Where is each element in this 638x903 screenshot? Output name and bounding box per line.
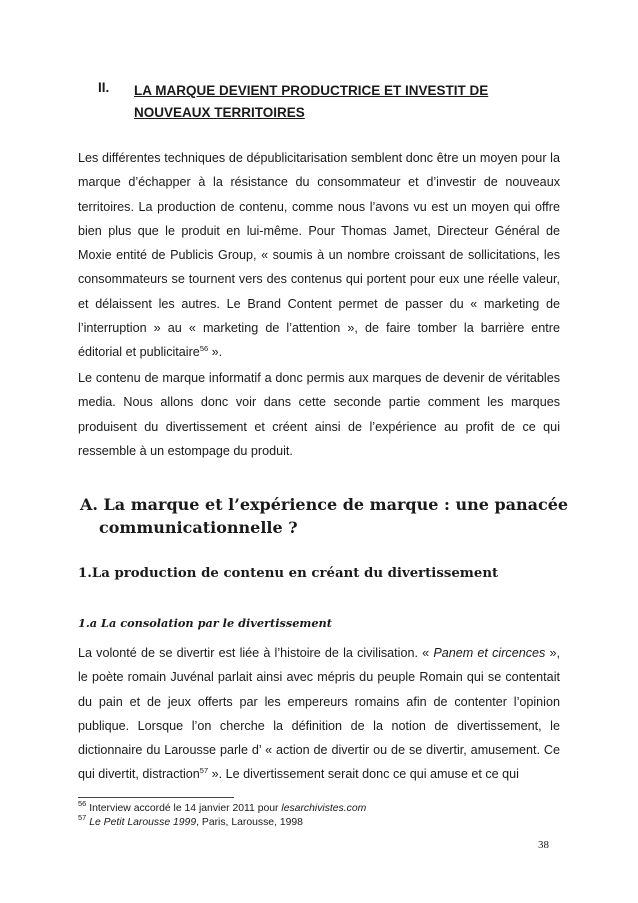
paragraph-divertissement-italic: Panem et circences: [433, 646, 546, 660]
section-number: II.: [98, 80, 110, 95]
paragraph-divertissement-a: La volonté de se divertir est liée à l’histoire de la civilisation. «: [78, 646, 434, 660]
footnote-divider: [78, 797, 234, 798]
footnote-57-rest: , Paris, Larousse, 1998: [196, 817, 303, 828]
footnote-56: [78, 799, 367, 815]
heading-1: 1.La production de contenu en créant du divertissement: [78, 566, 499, 581]
paragraph-contenu: Le contenu de marque informatif a donc permis aux marques de devenir de véritables media. Nous allons donc voir dans cette seconde partie comment les marques produisent du divertissement et créent ainsi de l’expérience au profit de ce qui ressemble à un estompage du produit.: [78, 371, 560, 458]
section-title-line2: NOUVEAUX TERRITOIRES: [134, 105, 305, 120]
page-number: 38: [538, 839, 549, 851]
heading-1a: 1.a La consolation par le divertissement: [78, 616, 332, 630]
paragraph-divertissement-b: », le poète romain Juvénal parlait ainsi avec mépris du peuple Romain qui se contentait du pain et de jeux offerts par les empereurs romains afin de contenter l’opinion publique. Lorsque l’on cherche la définition de la notion de divertissement, le dictionnaire du Larousse parle d’ « action de divertir ou de se divertir, amusement. Ce qui divertit, distraction: [78, 646, 560, 782]
footnote-57: [78, 813, 303, 829]
section-title-line1: LA MARQUE DEVIENT PRODUCTRICE ET INVESTIT DE: [134, 83, 489, 98]
section-title: [134, 80, 574, 124]
paragraph-intro-text: Les différentes techniques de dépublicitarisation semblent donc être un moyen pour la marque d’échapper à la résistance du consommateur et d’investir de nouveaux territoires. La production de contenu, comme nous l’avons vu est un moyen qui offre bien plus que le produit en lui-même. Pour Thomas Jamet, Directeur Général de Moxie entité de Publicis Group, « soumis à un nombre croissant de sollicitations, les consommateurs se tournent vers des contenus qui portent pour eux une réelle valeur, et délaissent les autres. Le Brand Content permet de passer du « marketing de l’interruption » au « marketing de l’attention », de faire tomber la barrière entre éditorial et publicitaire: [78, 151, 560, 360]
paragraph-intro: [78, 146, 560, 365]
footnote-ref-57: 57: [199, 766, 209, 776]
paragraph-intro-end: ».: [208, 345, 223, 360]
footnote-56-text: Interview accordé le 14 janvier 2011 pour: [86, 803, 282, 814]
footnote-56-number: 56: [78, 799, 87, 808]
paragraph-divertissement-c: ». Le divertissement serait donc ce qui amuse et ce qui: [208, 767, 519, 782]
footnote-57-number: 57: [78, 813, 87, 822]
footnote-ref-56: 56: [199, 344, 209, 354]
footnote-57-title: Le Petit Larousse 1999: [86, 817, 197, 828]
heading-a: A. La marque et l’expérience de marque : une panacée communicationnelle ?: [80, 495, 569, 537]
paragraph-divertissement: [78, 641, 560, 787]
footnote-56-source: lesarchivistes.com: [281, 803, 367, 814]
